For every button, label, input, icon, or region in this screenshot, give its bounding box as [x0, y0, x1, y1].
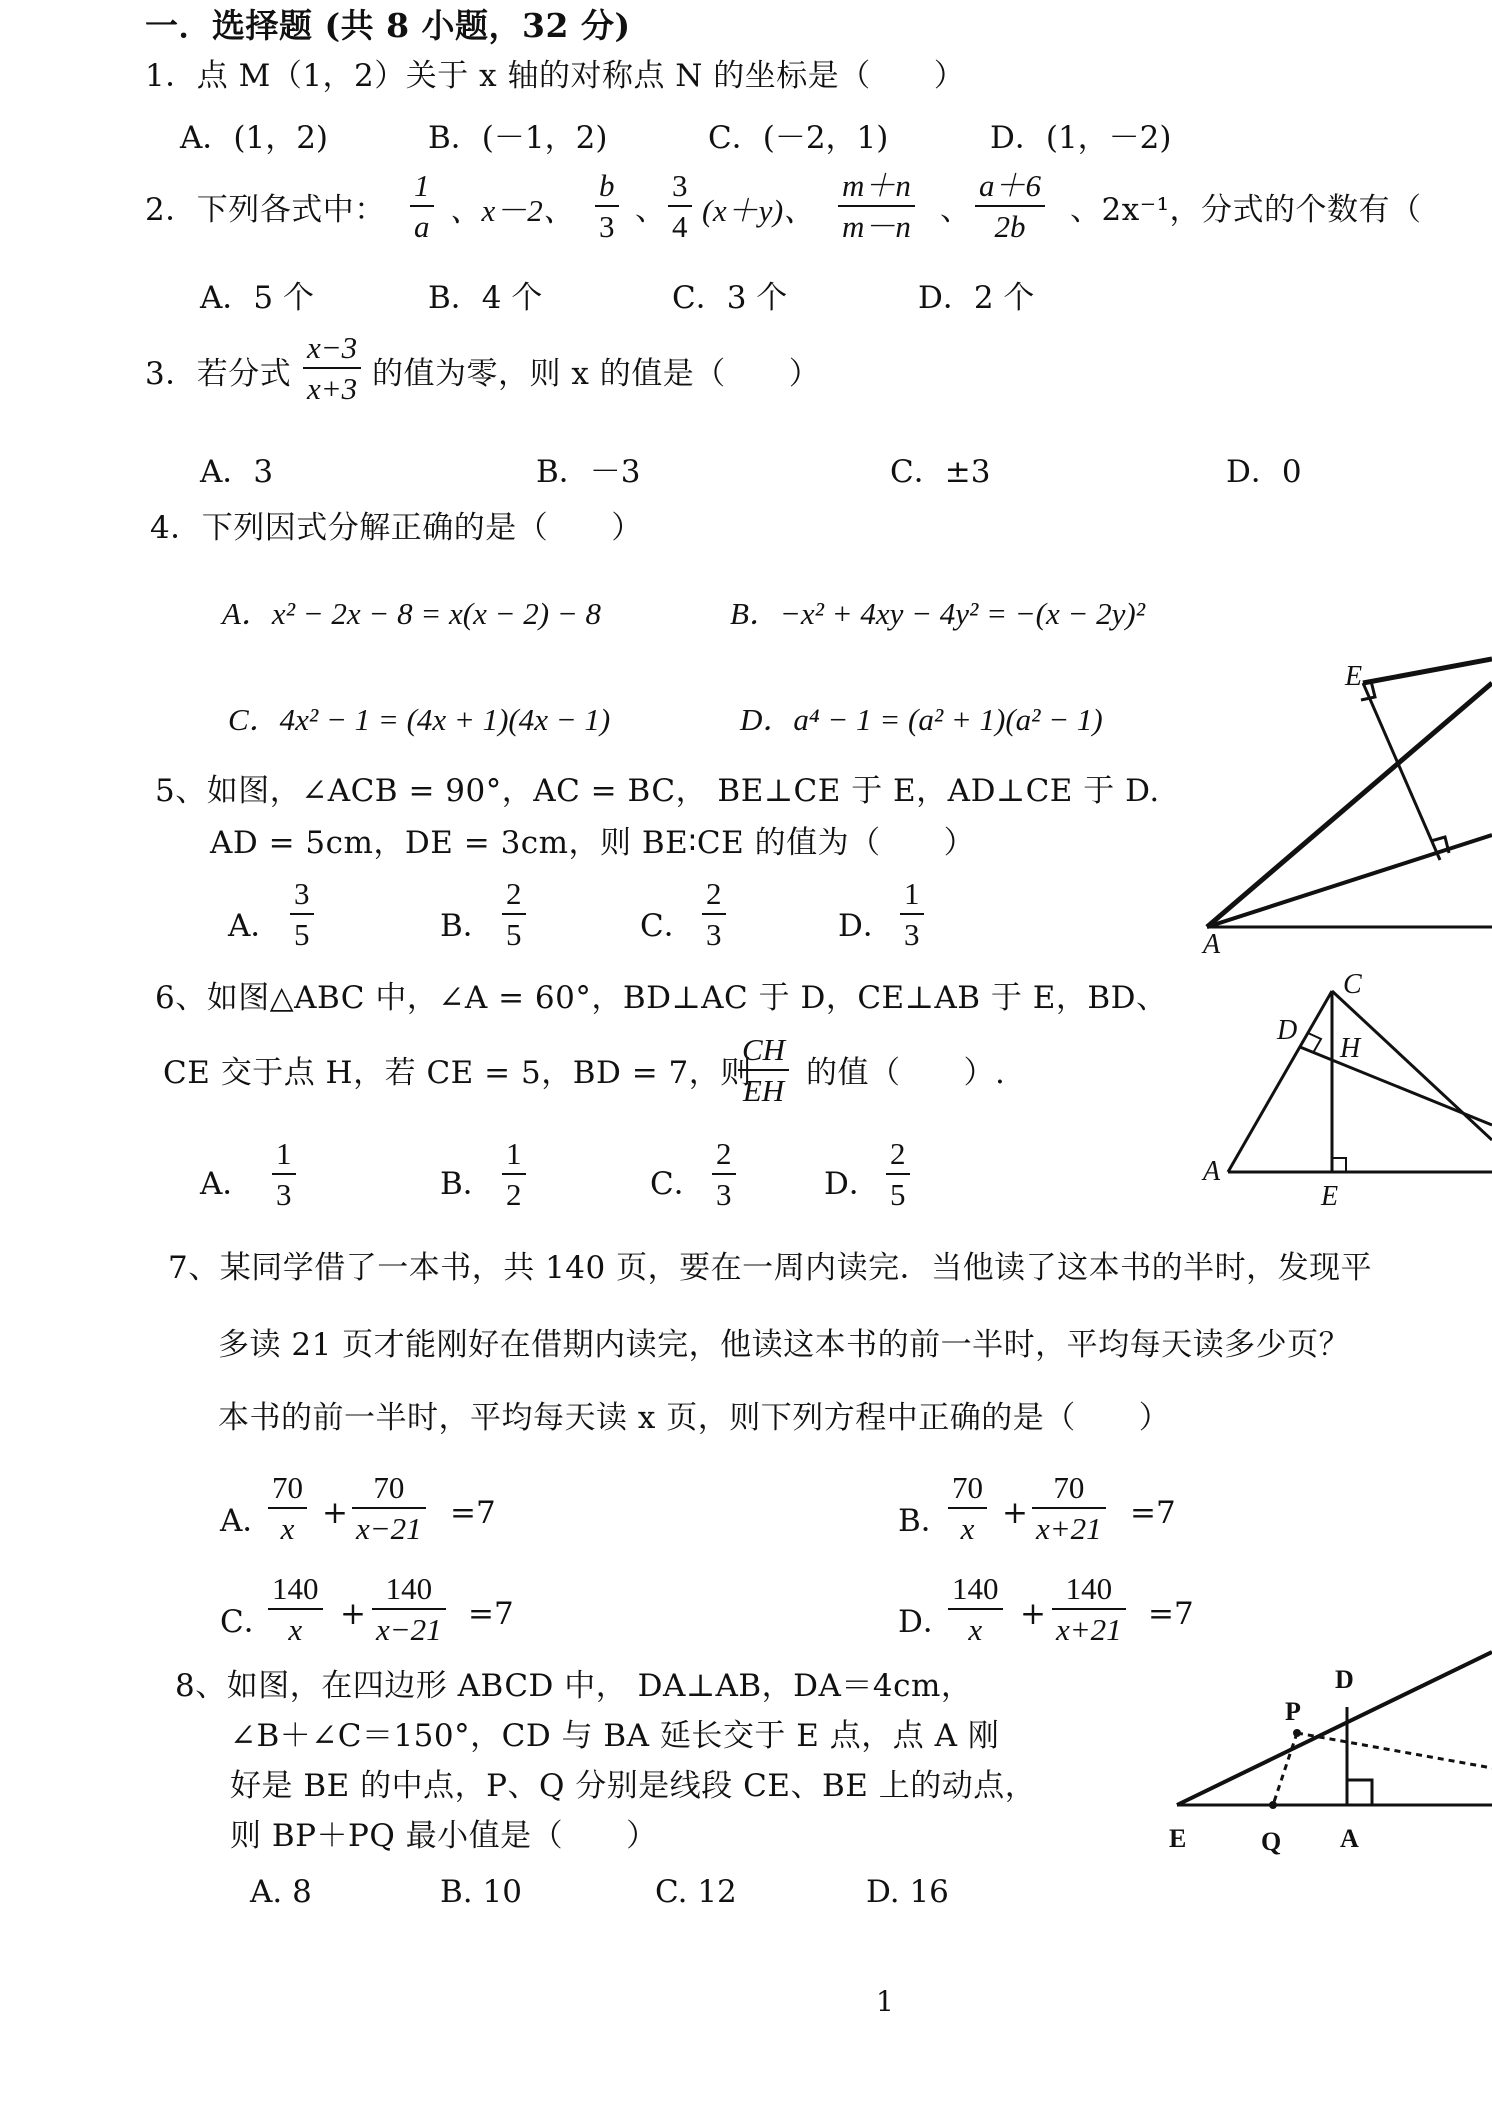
- q5-option-a-frac: 3 5: [290, 878, 314, 950]
- q2-frac-5: a＋6 2b: [975, 170, 1045, 242]
- q7-option-d-label: D．: [898, 1604, 954, 1640]
- q6-option-c-frac: 2 3: [712, 1138, 736, 1210]
- q5-fig-line-ac: [1207, 683, 1492, 927]
- q6-option-b-frac: 1 2: [502, 1138, 526, 1210]
- q8-line1: 8、如图，在四边形 ABCD 中， DA⊥AB，DA＝4cm，: [175, 1668, 973, 1704]
- q8-fig-right-angle-a: [1347, 1780, 1372, 1805]
- q7-option-a-frac1: 70 x: [268, 1472, 307, 1544]
- q8-fig-point-p: [1293, 1729, 1301, 1737]
- q4-option-c: C．4x² − 1 = (4x + 1)(4x − 1): [228, 702, 611, 737]
- q5-line1: 5、如图，∠ACB = 90°，AC = BC， BE⊥CE 于 E，AD⊥CE 于 D.: [155, 773, 1160, 809]
- q8-fig-label-q: Q: [1261, 1827, 1282, 1856]
- q6-option-d-frac: 2 5: [886, 1138, 910, 1210]
- q2-term-1: 、x－2、: [450, 193, 575, 228]
- q8-option-b: B. 10: [440, 1874, 522, 1910]
- q6-fig-label-a: A: [1203, 1156, 1221, 1187]
- section-heading: 一．选择题 (共 8 小题，32 分): [145, 6, 631, 45]
- q6-fig-label-h: H: [1340, 1033, 1361, 1064]
- q1-option-b: B．(－1，2): [428, 120, 608, 156]
- q5-option-c-frac: 2 3: [702, 878, 726, 950]
- q5-fig-label-e: E: [1345, 661, 1363, 692]
- q8-line4: 则 BP＋PQ 最小值是（ ）: [230, 1818, 658, 1854]
- q6-fig-label-e: E: [1321, 1181, 1339, 1212]
- q4-option-b: B．−x² + 4xy − 4y² = −(x − 2y)²: [730, 596, 1146, 631]
- q8-fig-label-d: D: [1335, 1665, 1354, 1694]
- q6-fig-line-bd: [1300, 1047, 1492, 1125]
- q4-stem: 4．下列因式分解正确的是（ ）: [150, 510, 643, 546]
- q2-frac-2: b 3: [595, 170, 619, 242]
- q7-option-c-eq: =7: [468, 1596, 514, 1632]
- q6-fig-right-angle-e: [1332, 1158, 1346, 1172]
- q5-option-a-label: A．: [228, 908, 282, 944]
- q2-suffix: 、2x⁻¹，分式的个数有（: [1070, 192, 1422, 228]
- q7-option-d-frac1: 140 x: [948, 1573, 1003, 1645]
- q7-option-b-label: B．: [898, 1503, 952, 1539]
- q7-option-a-plus: +: [322, 1495, 348, 1531]
- q7-option-d-frac2: 140 x+21: [1052, 1573, 1126, 1645]
- q2-sep-1: 、: [635, 192, 667, 228]
- q7-option-c-frac2: 140 x−21: [372, 1573, 446, 1645]
- q7-option-a-label: A．: [220, 1503, 274, 1539]
- q5-option-d-label: D．: [838, 908, 894, 944]
- q5-fig-label-a: A: [1203, 929, 1221, 955]
- q7-option-c-frac1: 140 x: [268, 1573, 323, 1645]
- q2-prefix: 2．下列各式中：: [145, 192, 386, 228]
- q2-term-2: (x＋y)、: [702, 193, 816, 228]
- q6-figure: [1195, 965, 1492, 1215]
- q8-option-c: C. 12: [655, 1874, 737, 1910]
- q2-frac-3: 3 4: [668, 170, 692, 242]
- q7-option-b-eq: =7: [1130, 1495, 1176, 1531]
- q6-line2b: 的值（ ）.: [806, 1055, 1006, 1091]
- q5-option-c-label: C．: [640, 908, 695, 944]
- q7-option-d-plus: +: [1020, 1596, 1046, 1632]
- q8-line2: ∠B＋∠C＝150°，CD 与 BA 延长交于 E 点，点 A 刚: [230, 1718, 1000, 1754]
- q6-option-d-label: D．: [824, 1166, 880, 1202]
- q5-option-b-label: B．: [440, 908, 494, 944]
- q7-option-a-eq: =7: [450, 1495, 496, 1531]
- q6-frac: CH EH: [738, 1034, 789, 1106]
- q2-frac-4: m＋n m－n: [838, 170, 915, 242]
- q4-option-d: D．a⁴ − 1 = (a² + 1)(a² − 1): [740, 702, 1103, 737]
- q8-option-d: D. 16: [866, 1874, 949, 1910]
- q5-line2: AD = 5cm，DE = 3cm，则 BE∶CE 的值为（ ）: [210, 825, 976, 861]
- q6-option-a-frac: 1 3: [272, 1138, 296, 1210]
- q8-line3: 好是 BE 的中点，P、Q 分别是线段 CE、BE 上的动点，: [230, 1768, 1037, 1804]
- q7-line1: 7、某同学借了一本书，共 140 页，要在一周内读完．当他读了这本书的半时，发现平: [168, 1250, 1373, 1286]
- q7-line2: 多读 21 页才能刚好在借期内读完，他读这本书的前一半时，平均每天读多少页？: [218, 1327, 1351, 1363]
- q8-fig-point-q: [1269, 1801, 1277, 1809]
- q2-option-a: A．5 个: [200, 280, 314, 316]
- q5-option-d-frac: 1 3: [900, 878, 924, 950]
- q8-figure: [1165, 1640, 1492, 1860]
- q1-option-c: C．(－2，1): [708, 120, 889, 156]
- q8-fig-label-a: A: [1340, 1824, 1359, 1853]
- q3-option-b: B．－3: [536, 454, 641, 490]
- q6-line2a: CE 交于点 H，若 CE = 5，BD = 7，则: [163, 1055, 752, 1091]
- page-number: 1: [876, 1985, 894, 2018]
- q7-option-d-eq: =7: [1148, 1596, 1194, 1632]
- q3-option-c: C．±3: [890, 454, 991, 490]
- q2-option-b: B．4 个: [428, 280, 543, 316]
- q6-fig-line-cb: [1332, 991, 1492, 1140]
- q3-frac: x−3 x+3: [303, 332, 361, 404]
- q5-figure: [1195, 655, 1492, 955]
- q5-fig-line-ce: [1363, 683, 1440, 860]
- q3-prefix: 3．若分式: [145, 356, 292, 392]
- q2-option-d: D．2 个: [918, 280, 1035, 316]
- q8-fig-label-p: P: [1285, 1697, 1301, 1726]
- q7-option-a-frac2: 70 x−21: [352, 1472, 426, 1544]
- q3-option-d: D．0: [1226, 454, 1302, 490]
- q6-fig-label-c: C: [1343, 969, 1362, 1000]
- q6-option-b-label: B．: [440, 1166, 494, 1202]
- q7-option-b-frac2: 70 x+21: [1032, 1472, 1106, 1544]
- q2-frac-1: 1 a: [410, 170, 434, 242]
- q6-line1: 6、如图△ABC 中，∠A = 60°，BD⊥AC 于 D，CE⊥AB 于 E，BD、: [155, 980, 1168, 1016]
- q3-suffix: 的值为零，则 x 的值是（ ）: [372, 356, 821, 392]
- q7-option-c-label: C．: [220, 1604, 275, 1640]
- q8-fig-line-pq: [1273, 1733, 1297, 1805]
- q8-option-a: A. 8: [250, 1874, 312, 1910]
- q7-option-b-plus: +: [1002, 1495, 1028, 1531]
- q2-sep-2: 、: [940, 192, 972, 228]
- q5-fig-line-eb: [1363, 659, 1492, 683]
- q3-option-a: A．3: [200, 454, 274, 490]
- q5-option-b-frac: 2 5: [502, 878, 526, 950]
- q7-line3: 本书的前一半时，平均每天读 x 页，则下列方程中正确的是（ ）: [218, 1400, 1171, 1436]
- q2-option-c: C．3 个: [672, 280, 788, 316]
- q1-option-a: A．(1，2): [180, 120, 329, 156]
- q6-option-a-label: A．: [200, 1166, 254, 1202]
- q6-option-c-label: C．: [650, 1166, 705, 1202]
- q7-option-c-plus: +: [340, 1596, 366, 1632]
- q7-option-b-frac1: 70 x: [948, 1472, 987, 1544]
- q1-option-d: D．(1，－2): [990, 120, 1172, 156]
- q8-fig-line-pb: [1297, 1733, 1492, 1768]
- q8-fig-label-e: E: [1169, 1824, 1187, 1853]
- q4-option-a: A．x² − 2x − 8 = x(x − 2) − 8: [222, 596, 602, 631]
- q6-fig-label-d: D: [1277, 1015, 1298, 1046]
- q1-stem: 1．点 M（1，2）关于 x 轴的对称点 N 的坐标是（ ）: [145, 58, 966, 94]
